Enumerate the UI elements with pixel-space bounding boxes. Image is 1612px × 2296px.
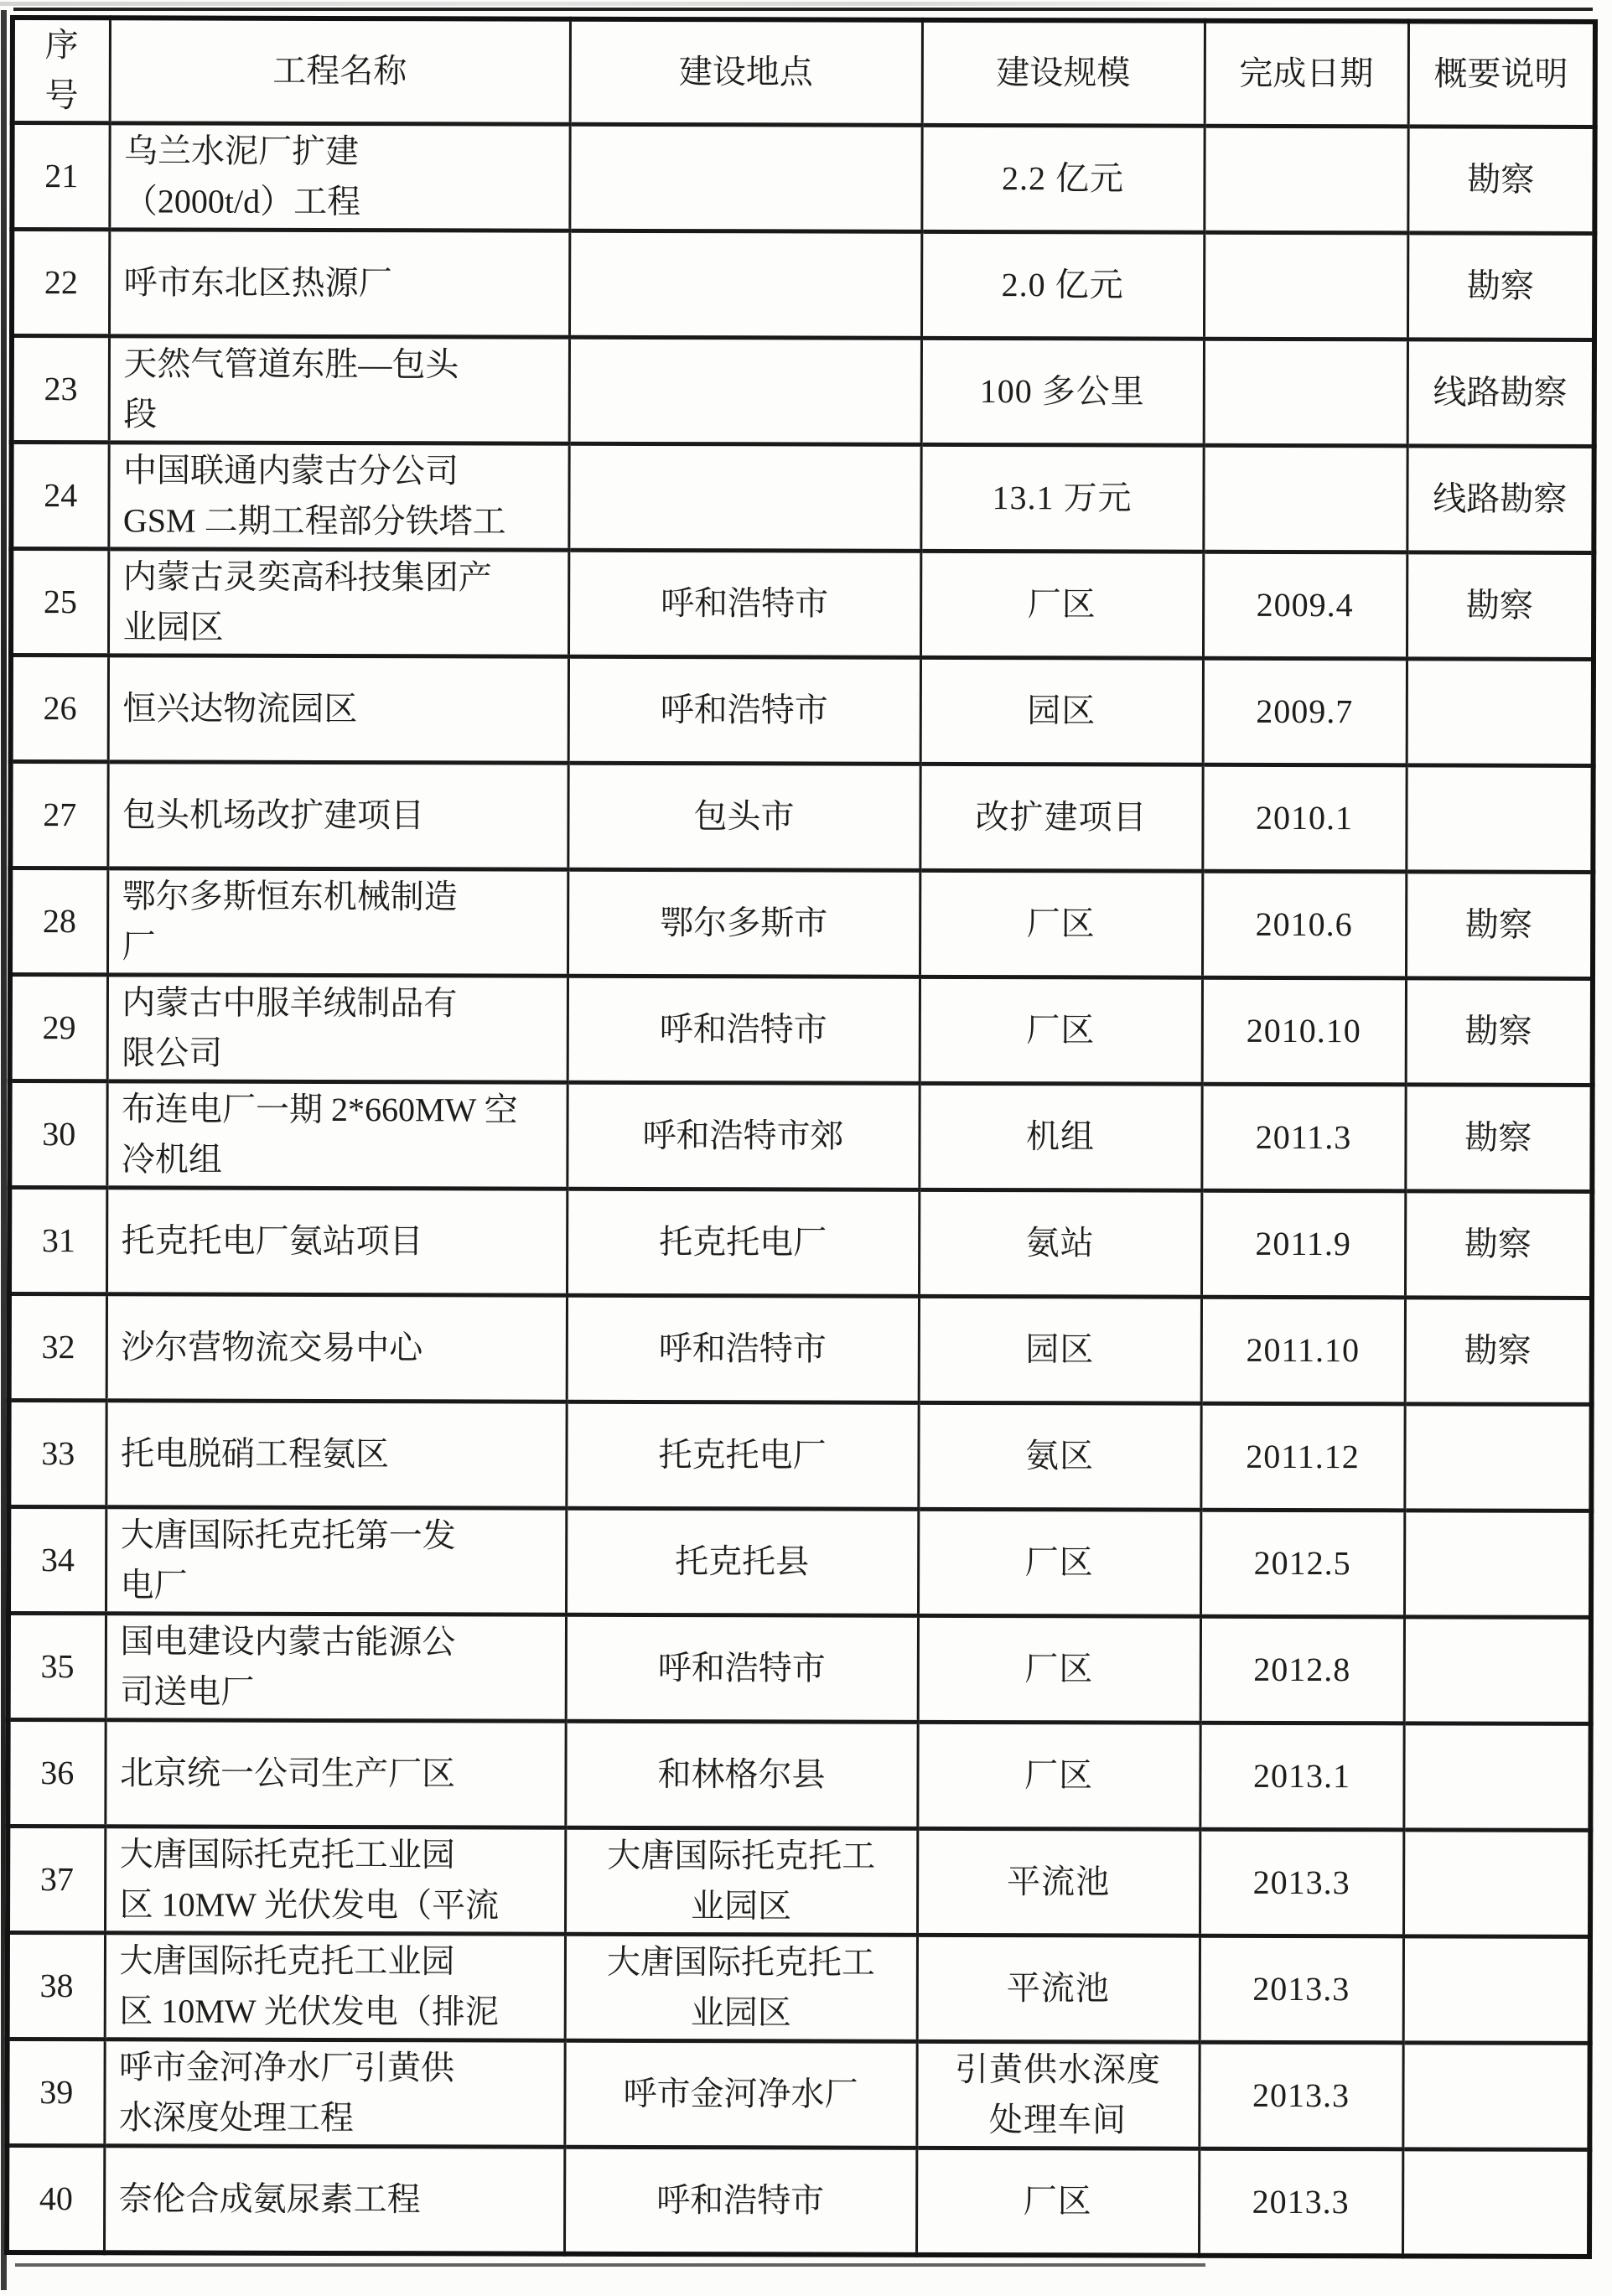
cell-summary <box>1404 1404 1591 1511</box>
cell-project-name: 北京统一公司生产厂区 <box>105 1720 565 1827</box>
cell-project-name: 布连电厂一期 2*660MW 空 冷机组 <box>106 1081 567 1189</box>
table-row <box>7 2145 1589 2256</box>
cell-project-name: 大唐国际托克托工业园 区 10MW 光伏发电（平流 <box>105 1827 565 1934</box>
cell-serial-number: 34 <box>8 1507 106 1614</box>
cell-completion-date <box>1204 232 1407 339</box>
cell-scale: 厂区 <box>920 977 1202 1084</box>
cell-location <box>569 231 921 338</box>
scan-artifact-bottom-line <box>15 2263 1205 2267</box>
cell-completion-date <box>1203 445 1407 552</box>
cell-serial-number: 23 <box>12 336 109 443</box>
cell-summary <box>1404 1511 1591 1618</box>
cell-scale: 氨站 <box>919 1189 1201 1297</box>
table-row <box>11 443 1594 553</box>
cell-location: 呼和浩特市 <box>568 976 920 1083</box>
cell-location: 呼市金河净水厂 <box>564 2040 916 2148</box>
cell-completion-date: 2010.10 <box>1202 977 1406 1085</box>
cell-scale: 厂区 <box>920 870 1202 977</box>
table-row <box>7 2039 1589 2149</box>
cell-summary <box>1402 2043 1589 2150</box>
cell-project-name: 奈伦合成氨尿素工程 <box>104 2146 564 2253</box>
cell-serial-number: 30 <box>9 1081 106 1188</box>
table-row <box>12 123 1594 234</box>
cell-serial-number: 32 <box>9 1294 106 1401</box>
cell-summary: 勘察 <box>1405 1298 1592 1405</box>
cell-project-name: 包头机场改扩建项目 <box>107 762 568 869</box>
cell-serial-number: 40 <box>7 2145 104 2252</box>
cell-summary <box>1407 659 1594 766</box>
cell-project-name: 天然气管道东胜—包头 段 <box>109 336 569 443</box>
cell-summary: 勘察 <box>1405 1085 1592 1192</box>
col-header-location: 建设地点 <box>570 19 922 126</box>
cell-completion-date: 2013.1 <box>1200 1723 1403 1830</box>
cell-project-name: 乌兰水泥厂扩建 （2000t/d）工程 <box>109 123 569 231</box>
cell-scale: 厂区 <box>920 551 1203 658</box>
table-row <box>8 1401 1591 1511</box>
col-header-scale: 建设规模 <box>922 20 1205 126</box>
cell-project-name: 呼市东北区热源厂 <box>109 230 569 337</box>
table-row <box>10 975 1593 1086</box>
cell-project-name: 恒兴达物流园区 <box>108 656 568 763</box>
cell-scale: 园区 <box>920 657 1203 764</box>
cell-location: 呼和浩特市 <box>566 1614 918 1722</box>
projects-table <box>4 15 1598 2258</box>
col-header-project-name: 工程名称 <box>110 18 570 124</box>
cell-location <box>569 337 921 444</box>
cell-completion-date: 2009.4 <box>1203 552 1407 659</box>
cell-location: 呼和浩特市 <box>568 656 920 764</box>
table-row <box>10 868 1593 979</box>
cell-completion-date: 2012.8 <box>1200 1616 1404 1723</box>
cell-project-name: 大唐国际托克托第一发 电厂 <box>106 1507 566 1614</box>
col-header-serial-number: 序 号 <box>13 18 110 123</box>
cell-summary: 勘察 <box>1406 872 1593 979</box>
cell-completion-date: 2011.12 <box>1200 1403 1404 1511</box>
cell-serial-number: 24 <box>11 443 108 549</box>
cell-completion-date: 2011.3 <box>1201 1084 1405 1191</box>
cell-summary: 勘察 <box>1407 127 1594 234</box>
cell-serial-number: 39 <box>7 2039 104 2145</box>
cell-location: 呼和浩特市郊 <box>567 1082 919 1189</box>
cell-serial-number: 21 <box>12 123 109 230</box>
cell-summary: 勘察 <box>1407 552 1594 660</box>
cell-location: 和林格尔县 <box>565 1721 917 1828</box>
table-row <box>8 1933 1590 2044</box>
table-row <box>10 762 1593 873</box>
cell-scale: 100 多公里 <box>921 338 1204 445</box>
table-row <box>9 1081 1592 1192</box>
cell-scale: 2.2 亿元 <box>921 125 1204 232</box>
cell-scale: 厂区 <box>916 2148 1199 2255</box>
table-row <box>11 656 1594 766</box>
cell-summary <box>1404 1617 1591 1724</box>
cell-completion-date <box>1204 339 1407 446</box>
cell-completion-date: 2011.9 <box>1201 1190 1405 1298</box>
table-row <box>8 1827 1590 1937</box>
table-row <box>9 1294 1592 1405</box>
cell-summary: 勘察 <box>1405 1191 1592 1298</box>
table-row <box>12 230 1594 340</box>
table-row <box>8 1507 1591 1618</box>
cell-scale: 引黄供水深度 处理车间 <box>916 2041 1199 2148</box>
cell-location: 托克托电厂 <box>566 1402 918 1509</box>
cell-serial-number: 26 <box>11 656 108 762</box>
cell-serial-number: 28 <box>10 868 107 975</box>
cell-project-name: 鄂尔多斯恒东机械制造 厂 <box>107 868 568 976</box>
table-body <box>7 123 1595 2257</box>
cell-completion-date: 2010.6 <box>1202 871 1406 978</box>
cell-serial-number: 25 <box>11 549 108 656</box>
cell-location: 呼和浩特市 <box>564 2147 916 2254</box>
cell-serial-number: 27 <box>10 762 107 868</box>
cell-serial-number: 31 <box>9 1188 106 1294</box>
cell-project-name: 呼市金河净水厂引黄供 水深度处理工程 <box>104 2039 564 2147</box>
cell-project-name: 托克托电厂氨站项目 <box>106 1188 567 1295</box>
cell-project-name: 中国联通内蒙古分公司 GSM 二期工程部分铁塔工 <box>108 443 568 550</box>
cell-scale: 氨区 <box>918 1402 1200 1510</box>
cell-location: 托克托县 <box>566 1508 918 1615</box>
cell-summary <box>1402 2149 1589 2257</box>
cell-completion-date: 2013.3 <box>1199 2148 1402 2256</box>
cell-project-name: 国电建设内蒙古能源公 司送电厂 <box>106 1614 566 1721</box>
cell-summary: 线路勘察 <box>1407 339 1594 447</box>
cell-serial-number: 37 <box>8 1827 105 1933</box>
cell-scale: 13.1 万元 <box>920 444 1203 552</box>
cell-summary: 勘察 <box>1406 978 1593 1086</box>
cell-location: 托克托电厂 <box>567 1189 919 1296</box>
cell-location: 呼和浩特市 <box>567 1295 919 1402</box>
cell-scale: 2.0 亿元 <box>921 231 1204 339</box>
cell-serial-number: 38 <box>8 1933 105 2039</box>
scan-artifact-top-smudge <box>0 2 1283 6</box>
cell-project-name: 托电脱硝工程氨区 <box>106 1401 566 1508</box>
cell-scale: 厂区 <box>918 1615 1200 1723</box>
table-row <box>11 549 1594 660</box>
cell-completion-date: 2013.3 <box>1199 2042 1402 2149</box>
cell-scale: 机组 <box>919 1083 1201 1190</box>
cell-project-name: 内蒙古灵奕高科技集团产 业园区 <box>108 549 568 656</box>
cell-summary: 线路勘察 <box>1407 446 1594 553</box>
cell-summary <box>1403 1723 1590 1831</box>
table-row <box>8 1720 1590 1831</box>
cell-completion-date <box>1204 126 1407 233</box>
cell-summary <box>1406 765 1593 873</box>
table-row <box>9 1188 1592 1298</box>
cell-scale: 改扩建项目 <box>920 764 1202 871</box>
cell-scale: 园区 <box>919 1296 1201 1403</box>
cell-project-name: 大唐国际托克托工业园 区 10MW 光伏发电（排泥 <box>105 1933 565 2040</box>
cell-completion-date: 2011.10 <box>1201 1297 1405 1404</box>
table-row <box>8 1614 1591 1724</box>
cell-completion-date: 2013.3 <box>1200 1829 1403 1936</box>
cell-scale: 厂区 <box>917 1722 1200 1829</box>
cell-serial-number: 22 <box>12 230 109 336</box>
cell-scale: 平流池 <box>917 1935 1200 2042</box>
cell-location <box>569 124 921 231</box>
cell-summary <box>1403 1830 1590 1937</box>
cell-project-name: 内蒙古中服羊绒制品有 限公司 <box>107 975 568 1082</box>
table-row <box>12 336 1594 447</box>
cell-scale: 平流池 <box>917 1828 1200 1936</box>
header-row <box>13 18 1595 127</box>
cell-serial-number: 36 <box>8 1720 105 1827</box>
cell-serial-number: 33 <box>8 1401 106 1507</box>
cell-completion-date: 2013.3 <box>1200 1936 1403 2043</box>
cell-serial-number: 35 <box>8 1614 106 1720</box>
cell-completion-date: 2010.1 <box>1202 764 1406 872</box>
cell-location: 呼和浩特市 <box>568 550 920 657</box>
cell-summary <box>1403 1936 1590 2044</box>
cell-location: 大唐国际托克托工 业园区 <box>565 1827 917 1935</box>
cell-summary: 勘察 <box>1407 233 1594 340</box>
cell-completion-date: 2009.7 <box>1203 658 1407 765</box>
cell-location: 包头市 <box>568 763 920 870</box>
cell-completion-date: 2012.5 <box>1200 1510 1404 1617</box>
cell-location: 鄂尔多斯市 <box>568 869 920 977</box>
scan-artifact-top-double-line <box>13 8 1593 11</box>
cell-location <box>568 443 920 551</box>
col-header-completion-date: 完成日期 <box>1205 21 1408 127</box>
cell-serial-number: 29 <box>10 975 107 1081</box>
col-header-summary: 概要说明 <box>1408 21 1595 127</box>
cell-project-name: 沙尔营物流交易中心 <box>106 1294 567 1402</box>
cell-location: 大唐国际托克托工 业园区 <box>565 1934 917 2041</box>
cell-scale: 厂区 <box>918 1509 1200 1616</box>
